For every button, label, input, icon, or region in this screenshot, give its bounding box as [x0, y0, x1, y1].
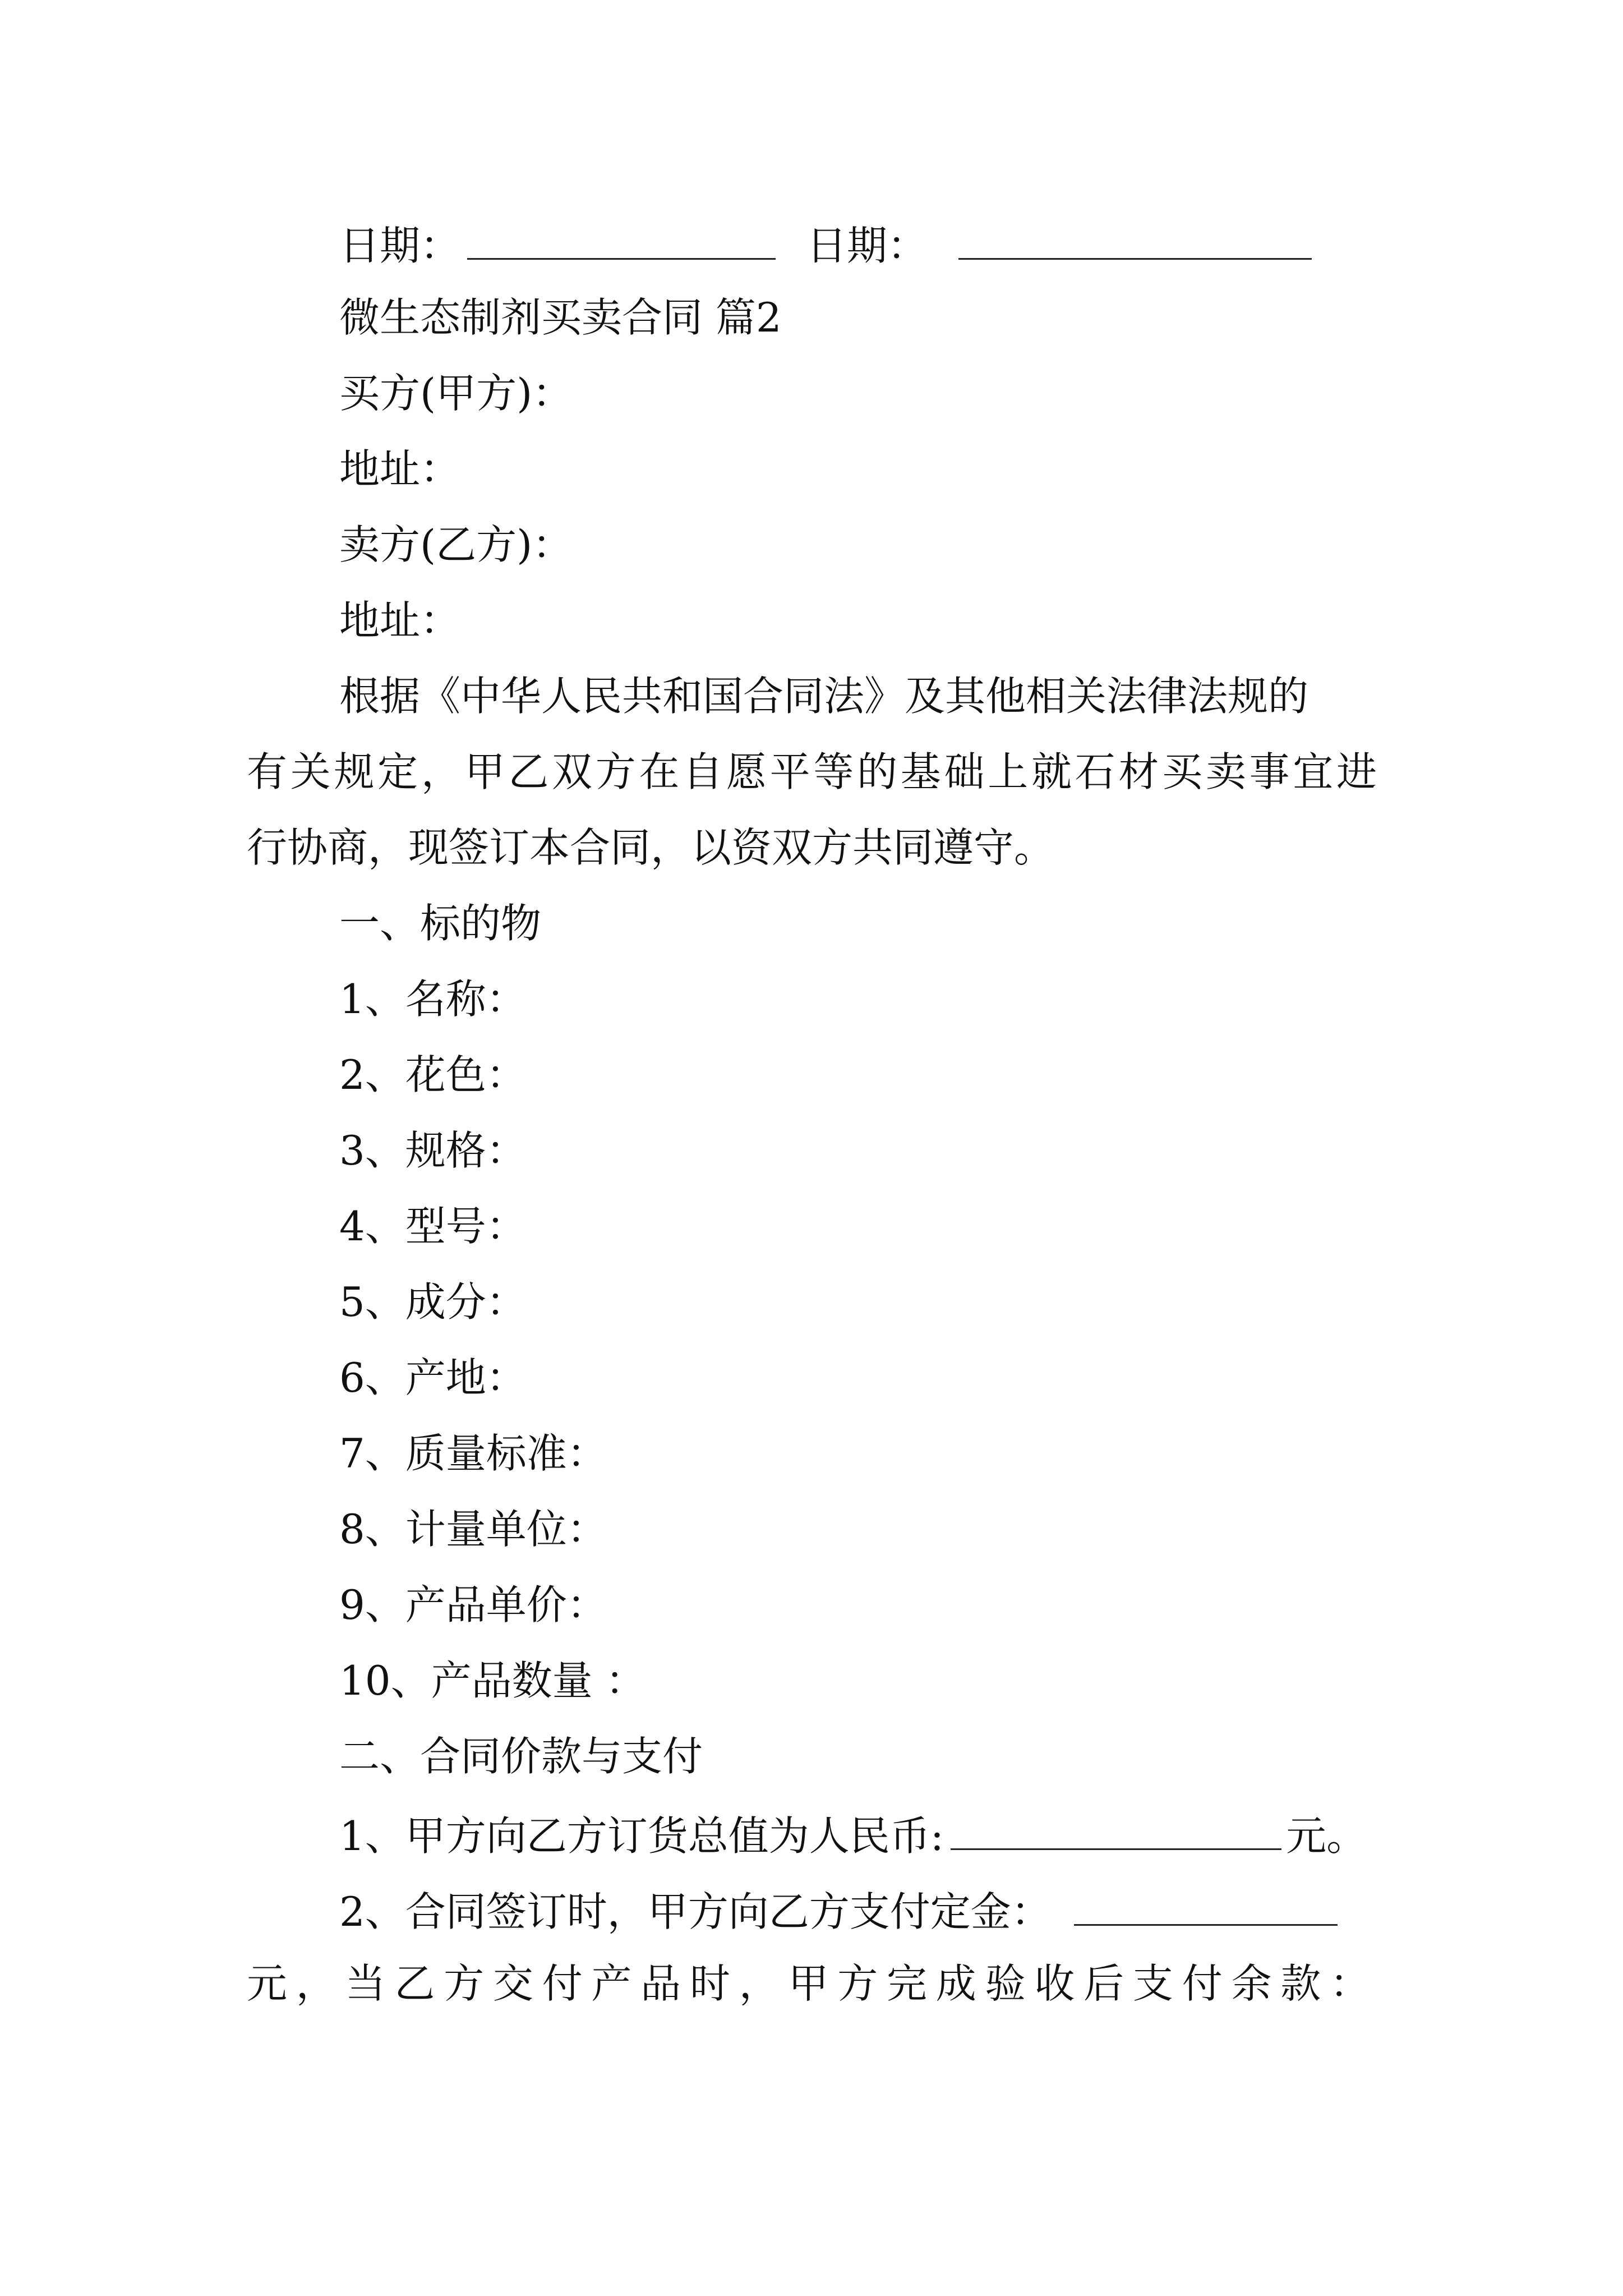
- date-blank-2: [958, 222, 1312, 260]
- date-label-2: 日期：: [806, 222, 928, 269]
- item-model: 4、型号：: [339, 1203, 527, 1250]
- item-quality-standard: 7、质量标准：: [339, 1430, 607, 1477]
- heading-subject-matter: 一、标的物: [339, 900, 542, 947]
- payment-total-text: 1、甲方向乙方订货总值为人民币:: [339, 1812, 944, 1860]
- payment-total-suffix: 元。: [1286, 1812, 1367, 1860]
- item-unit: 8、计量单位：: [339, 1506, 607, 1553]
- item-quantity: 10、产品数量 ：: [339, 1657, 646, 1704]
- section-title: 微生态制剂买卖合同 篇2: [339, 294, 782, 341]
- seller-line: 卖方(乙方)：: [339, 521, 573, 568]
- payment-total-line: [339, 1812, 1367, 1860]
- item-pattern: 2、花色：: [339, 1051, 527, 1098]
- item-unit-price: 9、产品单价：: [339, 1581, 607, 1628]
- item-origin: 6、产地：: [339, 1354, 527, 1401]
- item-name: 1、名称：: [339, 976, 527, 1023]
- payment-deposit-text: 2、合同签订时，甲方向乙方支付定金：: [339, 1888, 1052, 1935]
- heading-price-payment: 二、合同价款与支付: [339, 1733, 703, 1780]
- intro-paragraph-line-1: 根据《中华人民共和国合同法》及其他相关法律法规的: [339, 673, 1309, 720]
- intro-paragraph-line-2: 有关规定，甲乙双方在自愿平等的基础上就石材买卖事宜进: [247, 748, 1377, 795]
- payment-balance-line: 元，当乙方交付产品时，甲方完成验收后支付余款：: [247, 1960, 1377, 2007]
- date-row: [339, 222, 1312, 269]
- seller-address-line: 地址：: [339, 597, 461, 644]
- buyer-address-line: 地址：: [339, 445, 461, 493]
- payment-deposit-blank: [1074, 1888, 1338, 1926]
- item-spec: 3、规格：: [339, 1127, 527, 1174]
- buyer-line: 买方(甲方)：: [339, 370, 573, 417]
- item-composition: 5、成分：: [339, 1278, 527, 1326]
- date-blank-1: [467, 222, 776, 260]
- date-label-1: 日期：: [339, 222, 461, 269]
- payment-deposit-line: [339, 1888, 1338, 1935]
- intro-paragraph-line-3: 行协商，现签订本合同，以资双方共同遵守。: [247, 824, 1055, 871]
- payment-total-blank: [951, 1812, 1281, 1850]
